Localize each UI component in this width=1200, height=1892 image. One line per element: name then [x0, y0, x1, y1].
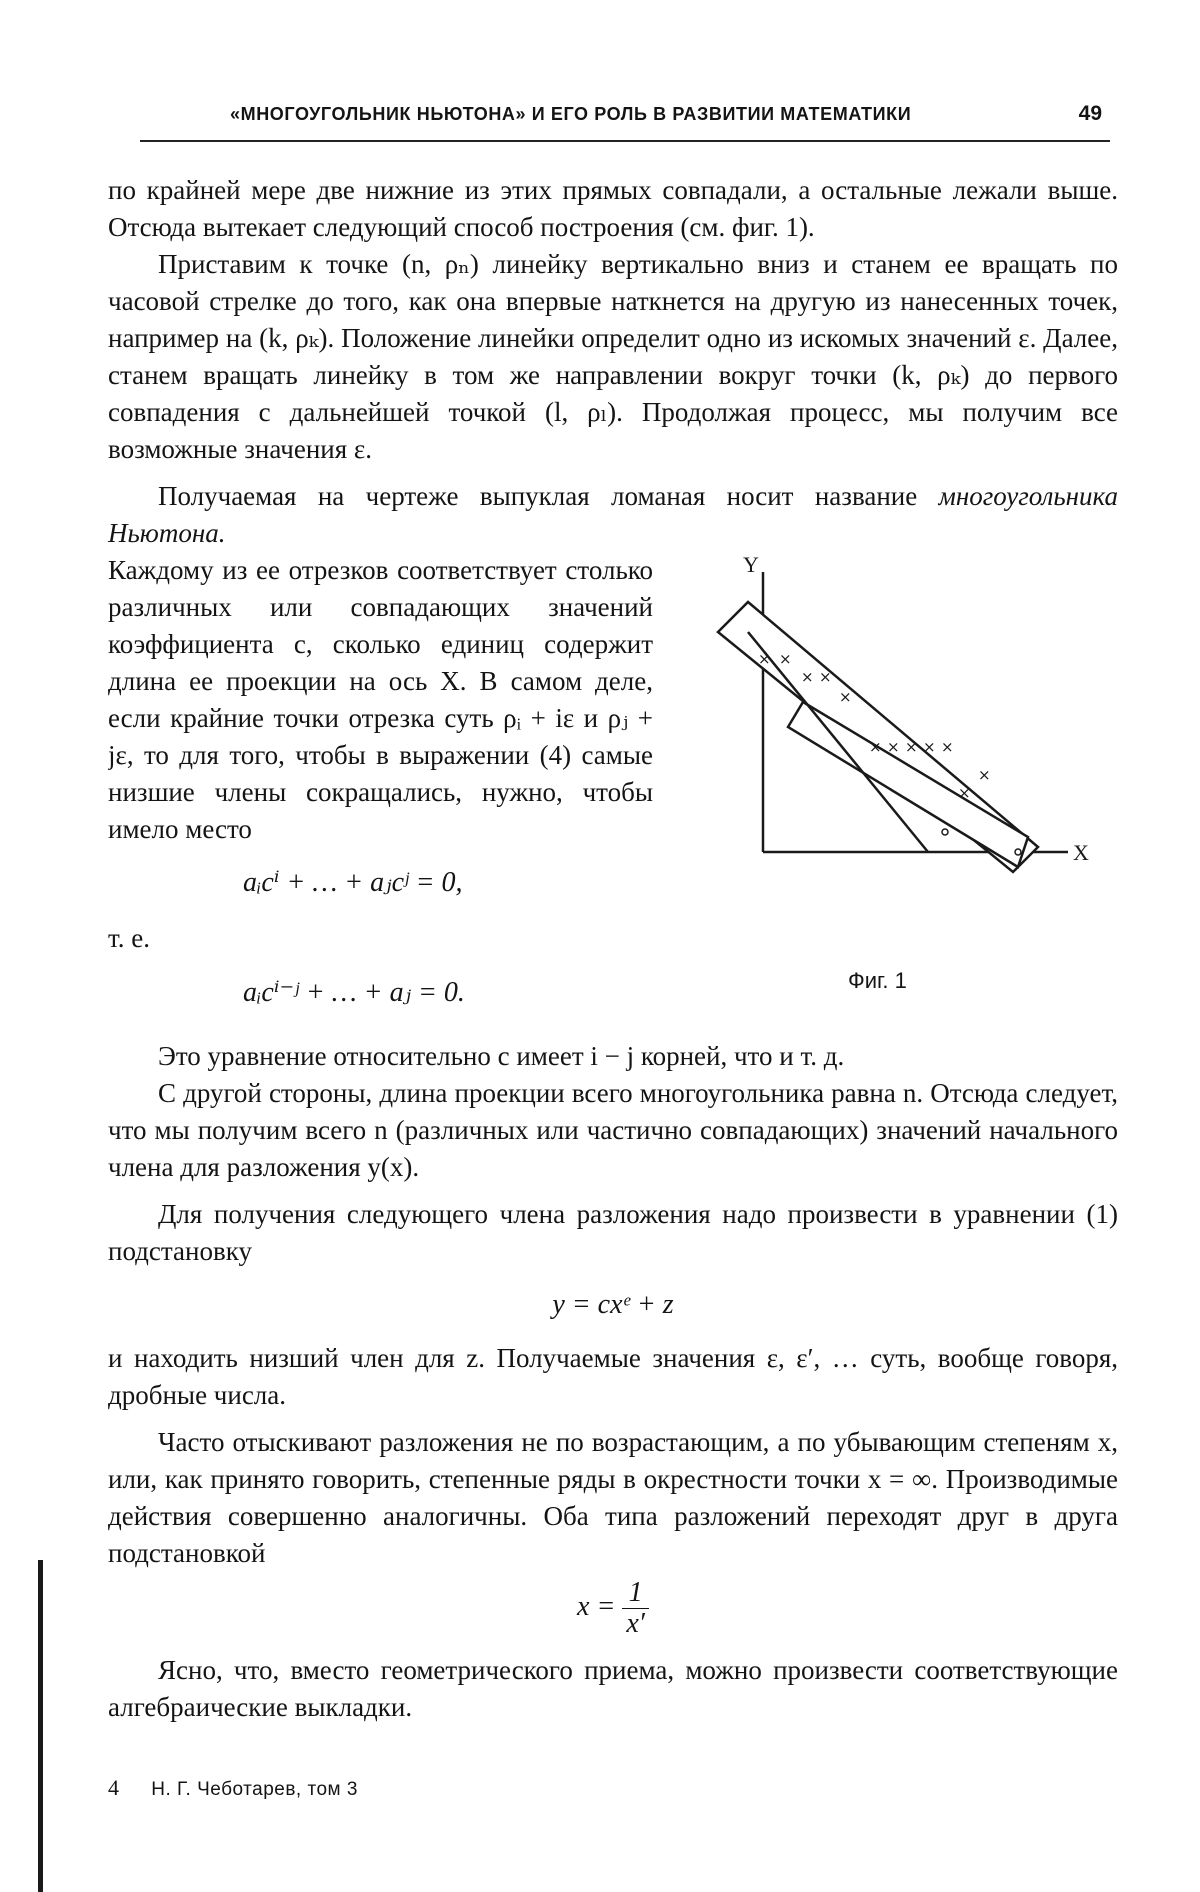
data-point: × — [887, 738, 900, 756]
data-point: × — [758, 650, 771, 668]
data-point: × — [801, 668, 814, 686]
data-point: × — [978, 766, 991, 784]
data-point: × — [779, 650, 792, 668]
paragraph: Для получения следующего члена разложения надо произвести в уравнении (1) подстановку — [108, 1199, 1118, 1266]
te-label: т. е. — [108, 923, 151, 953]
data-point: × — [839, 688, 852, 706]
paragraph: по крайней мере две нижние из этих прямых совпадали, а остальные лежали выше. Отсюда вытекает следующий способ построения (см. фиг. 1). — [108, 175, 1118, 242]
paragraph: Приставим к точке (n, ρₙ) линейку вертикально вниз и станем ее вращать по часовой стрелке до того, как она впервые наткнется на другую из нанесенных точек, например на (k, ρₖ). Положение линейки определит одно из искомых значений ε. Далее, станем вращать линейку в том же направлении вокруг точки (k, ρₖ) до первого совпадения с дальнейшей точкой (l, ρₗ). Продолжая процесс, мы получим все возможные значения ε. — [108, 249, 1118, 464]
term-newton-polygon: многоугольника Ньютона. — [108, 481, 1118, 548]
body-text — [108, 172, 1118, 1726]
running-header — [140, 100, 1110, 142]
signature-footer — [108, 1775, 358, 1801]
formula-2: aᵢcⁱ⁻ʲ + … + aⱼ = 0. — [243, 977, 465, 1008]
newton-polygon-diagram — [673, 552, 1118, 1022]
signature-text: Н. Г. Чеботарев, том 3 — [151, 1779, 358, 1800]
paragraph: С другой стороны, длина проекции всего многоугольника равна n. Отсюда следует, что мы получим всего n (различных или частично совпадающих) значений начального члена для разложения y(x). — [108, 1078, 1118, 1182]
signature-number: 4 — [108, 1775, 120, 1800]
running-title: «МНОГОУГОЛЬНИК НЬЮТОНА» И ЕГО РОЛЬ В РАЗВИТИИ МАТЕМАТИКИ — [230, 104, 912, 124]
figure-caption: Фиг. 1 — [848, 968, 907, 993]
data-point: × — [958, 784, 971, 802]
formula-1: aᵢcⁱ + … + aⱼcʲ = 0, — [243, 867, 463, 898]
formula-4-fraction — [622, 1578, 649, 1639]
x-axis-label: X — [1073, 840, 1089, 865]
page-number: 49 — [1078, 102, 1102, 125]
data-point: × — [819, 668, 832, 686]
data-point: × — [869, 738, 882, 756]
wrapped-text — [108, 552, 653, 1028]
paragraph: Каждому из ее отрезков соответствует столько различных или совпадающих значений коэффициента c, сколько единиц содержит длина ее проекции на ось X. В самом деле, если крайние точки отрезка суть ρᵢ + iε и ρⱼ + jε, то для того, чтобы в выражении (4) самые низшие члены сокращались, нужно, чтобы имело место — [108, 555, 653, 844]
paragraph: Ясно, что, вместо геометрического приема, можно произвести соответствующие алгебраические выкладки. — [108, 1655, 1118, 1722]
figure-wrap-block — [108, 552, 1118, 1028]
data-point: × — [923, 738, 936, 756]
paragraph: Часто отыскивают разложения не по возрастающим, а по убывающим степеням x, или, как принято говорить, степенные ряды в окрестности точки x = ∞. Производимые действия совершенно аналогичны. Оба типа разложений переходят друг в друга подстановкой — [108, 1427, 1118, 1568]
paragraph — [108, 478, 1118, 552]
paragraph-text: Получаемая на чертеже выпуклая ломаная носит название — [158, 481, 918, 511]
data-point: × — [905, 738, 918, 756]
figure-1 — [673, 552, 1118, 1022]
paragraph: и находить низший член для z. Получаемые значения ε, ε′, … суть, вообще говоря, дробные числа. — [108, 1343, 1118, 1410]
y-axis-label: Y — [743, 552, 759, 577]
fraction-numerator: 1 — [622, 1578, 649, 1609]
formula-4-lhs: x = — [577, 1591, 616, 1622]
formula-4 — [108, 1572, 1118, 1642]
paragraph: Это уравнение относительно c имеет i − j корней, что и т. д. — [158, 1041, 845, 1071]
fraction-denominator: x′ — [626, 1608, 645, 1640]
data-point: × — [941, 738, 954, 756]
binding-edge — [38, 1560, 43, 1892]
ruler-pin-mark — [942, 829, 948, 835]
formula-3: y = cxᵉ + z — [552, 1289, 674, 1320]
